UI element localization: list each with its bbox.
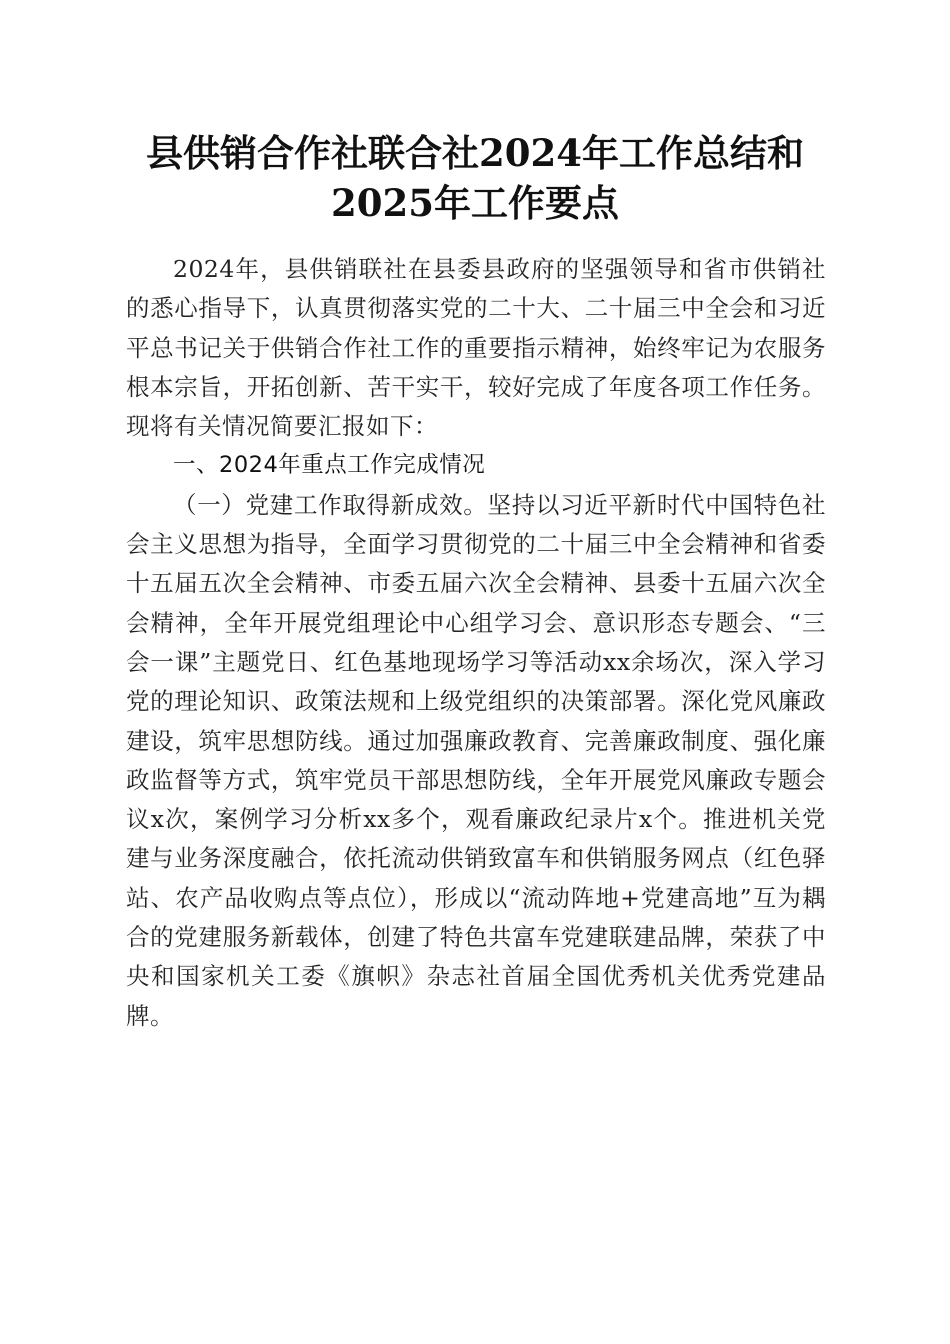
section-paragraph: （一）党建工作取得新成效。坚持以习近平新时代中国特色社会主义思想为指导，全面学习贯彻党的二十届三中全会精神和省委十五届五次全会精神、市委五届六次全会精神、县委十五届六次全会精神，全年开展党组理论中心组学习会、意识形态专题会、“三会一课”主题党日、红色基地现场学习等活动xx余场次，深入学习党的理论知识、政策法规和上级党组织的决策部署。深化党风廉政建设，筑牢思想防线。通过加强廉政教育、完善廉政制度、强化廉政监督等方式，筑牢党员干部思想防线，全年开展党风廉政专题会议x次，案例学习分析xx多个，观看廉政纪录片x个。推进机关党建与业务深度融合，依托流动供销致富车和供销服务网点（红色驿站、农产品收购点等点位），形成以“流动阵地+党建高地”互为耦合的党建服务新载体，创建了特色共富车党建联建品牌，荣获了中央和国家机关工委《旗帜》杂志社首届全国优秀机关优秀党建品牌。 xyxy=(126,490,826,1030)
section-heading: 一、2024年重点工作完成情况 xyxy=(173,452,486,479)
intro-paragraph: 2024年，县供销联社在县委县政府的坚强领导和省市供销社的悉心指导下，认真贯彻落实党的二十大、二十届三中全会和习近平总书记关于供销合作社工作的重要指示精神，始终牢记为农服务根本宗旨，开拓创新、苦干实干，较好完成了年度各项工作任务。现将有关情况简要汇报如下： xyxy=(126,255,826,441)
document-body xyxy=(126,250,826,1036)
document-title: 县供销合作社联合社2024年工作总结和2025年工作要点 xyxy=(146,131,804,225)
